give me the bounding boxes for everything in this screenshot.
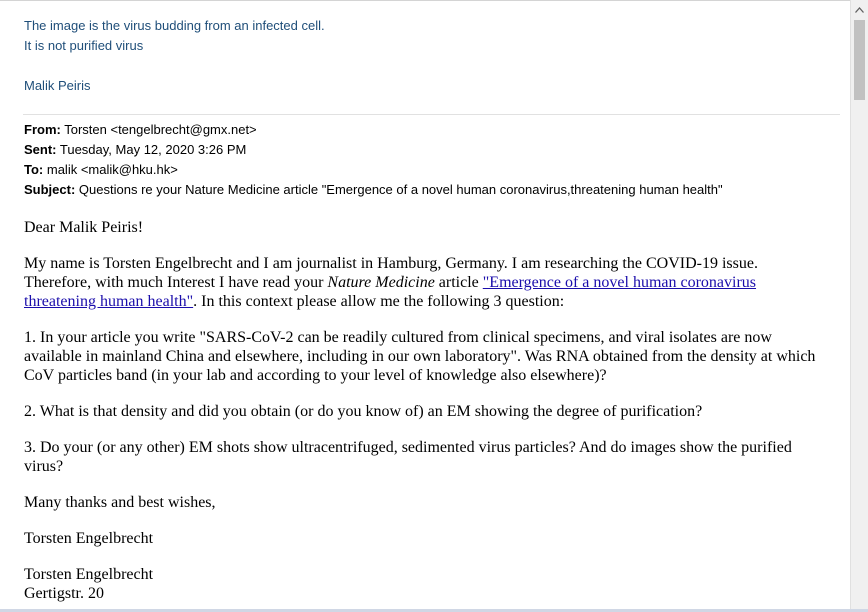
question-2: 2. What is that density and did you obtain (or do you know of) an EM showing the degree of purification?	[24, 403, 703, 420]
journal-name: Nature Medicine	[327, 274, 435, 291]
quoted-message-header	[24, 120, 844, 200]
signature-1: Torsten Engelbrecht	[24, 530, 154, 547]
greeting: Dear Malik Peiris!	[24, 219, 144, 236]
chevron-up-icon	[855, 0, 864, 18]
reply-line-2: It is not purified virus	[24, 38, 144, 53]
to-row	[24, 160, 844, 180]
question-3: 3. Do your (or any other) EM shots show ultracentrifuged, sedimented virus particles? And do images show the purified virus?	[24, 439, 792, 475]
from-label: From:	[24, 122, 61, 137]
reply-message	[24, 16, 325, 96]
question-1: 1. In your article you write "SARS-CoV-2 can be readily cultured from clinical specimens, and viral isolates are now available in mainland China and elsewhere, including in our own laboratory". Was RNA obtained from the density at which CoV particles band (in your lab and according to your level of knowledge also elsewhere)?	[24, 329, 816, 384]
quoted-message-body	[24, 218, 824, 603]
subject-row	[24, 180, 844, 200]
reply-signature: Malik Peiris	[24, 78, 91, 93]
intro-text-1: My name is Torsten Engelbrecht and I am journalist in Hamburg, Germany. I am researching the COVID-19 issue. Therefore, with much Interest I have read your	[24, 255, 758, 291]
scroll-up-button[interactable]	[851, 0, 868, 17]
vertical-scrollbar[interactable]	[850, 0, 868, 612]
reply-line-1: The image is the virus budding from an infected cell.	[24, 18, 325, 33]
intro-paragraph	[24, 254, 824, 311]
article-link[interactable]: "Emergence of a novel human coronavirus threatening human health"	[24, 274, 757, 310]
reply-spacer	[24, 56, 325, 76]
to-value: malik <malik@hku.hk>	[46, 162, 178, 177]
sent-value: Tuesday, May 12, 2020 3:26 PM	[59, 142, 247, 157]
address-line: Gertigstr. 20	[24, 585, 104, 602]
quoted-message-divider	[23, 114, 840, 115]
subject-label: Subject:	[24, 182, 76, 197]
intro-text-2: article	[434, 274, 483, 291]
closing: Many thanks and best wishes,	[24, 494, 216, 511]
from-row	[24, 120, 844, 140]
sent-row	[24, 140, 844, 160]
sent-label: Sent:	[24, 142, 57, 157]
signature-2: Torsten Engelbrecht	[24, 566, 154, 583]
to-label: To:	[24, 162, 44, 177]
subject-value: Questions re your Nature Medicine article "Emergence of a novel human coronavirus,threatening human health"	[78, 182, 723, 197]
scroll-thumb[interactable]	[854, 20, 865, 100]
from-value: Torsten <tengelbrecht@gmx.net>	[64, 122, 257, 137]
intro-text-3: . In this context please allow me the following 3 question:	[193, 293, 565, 310]
